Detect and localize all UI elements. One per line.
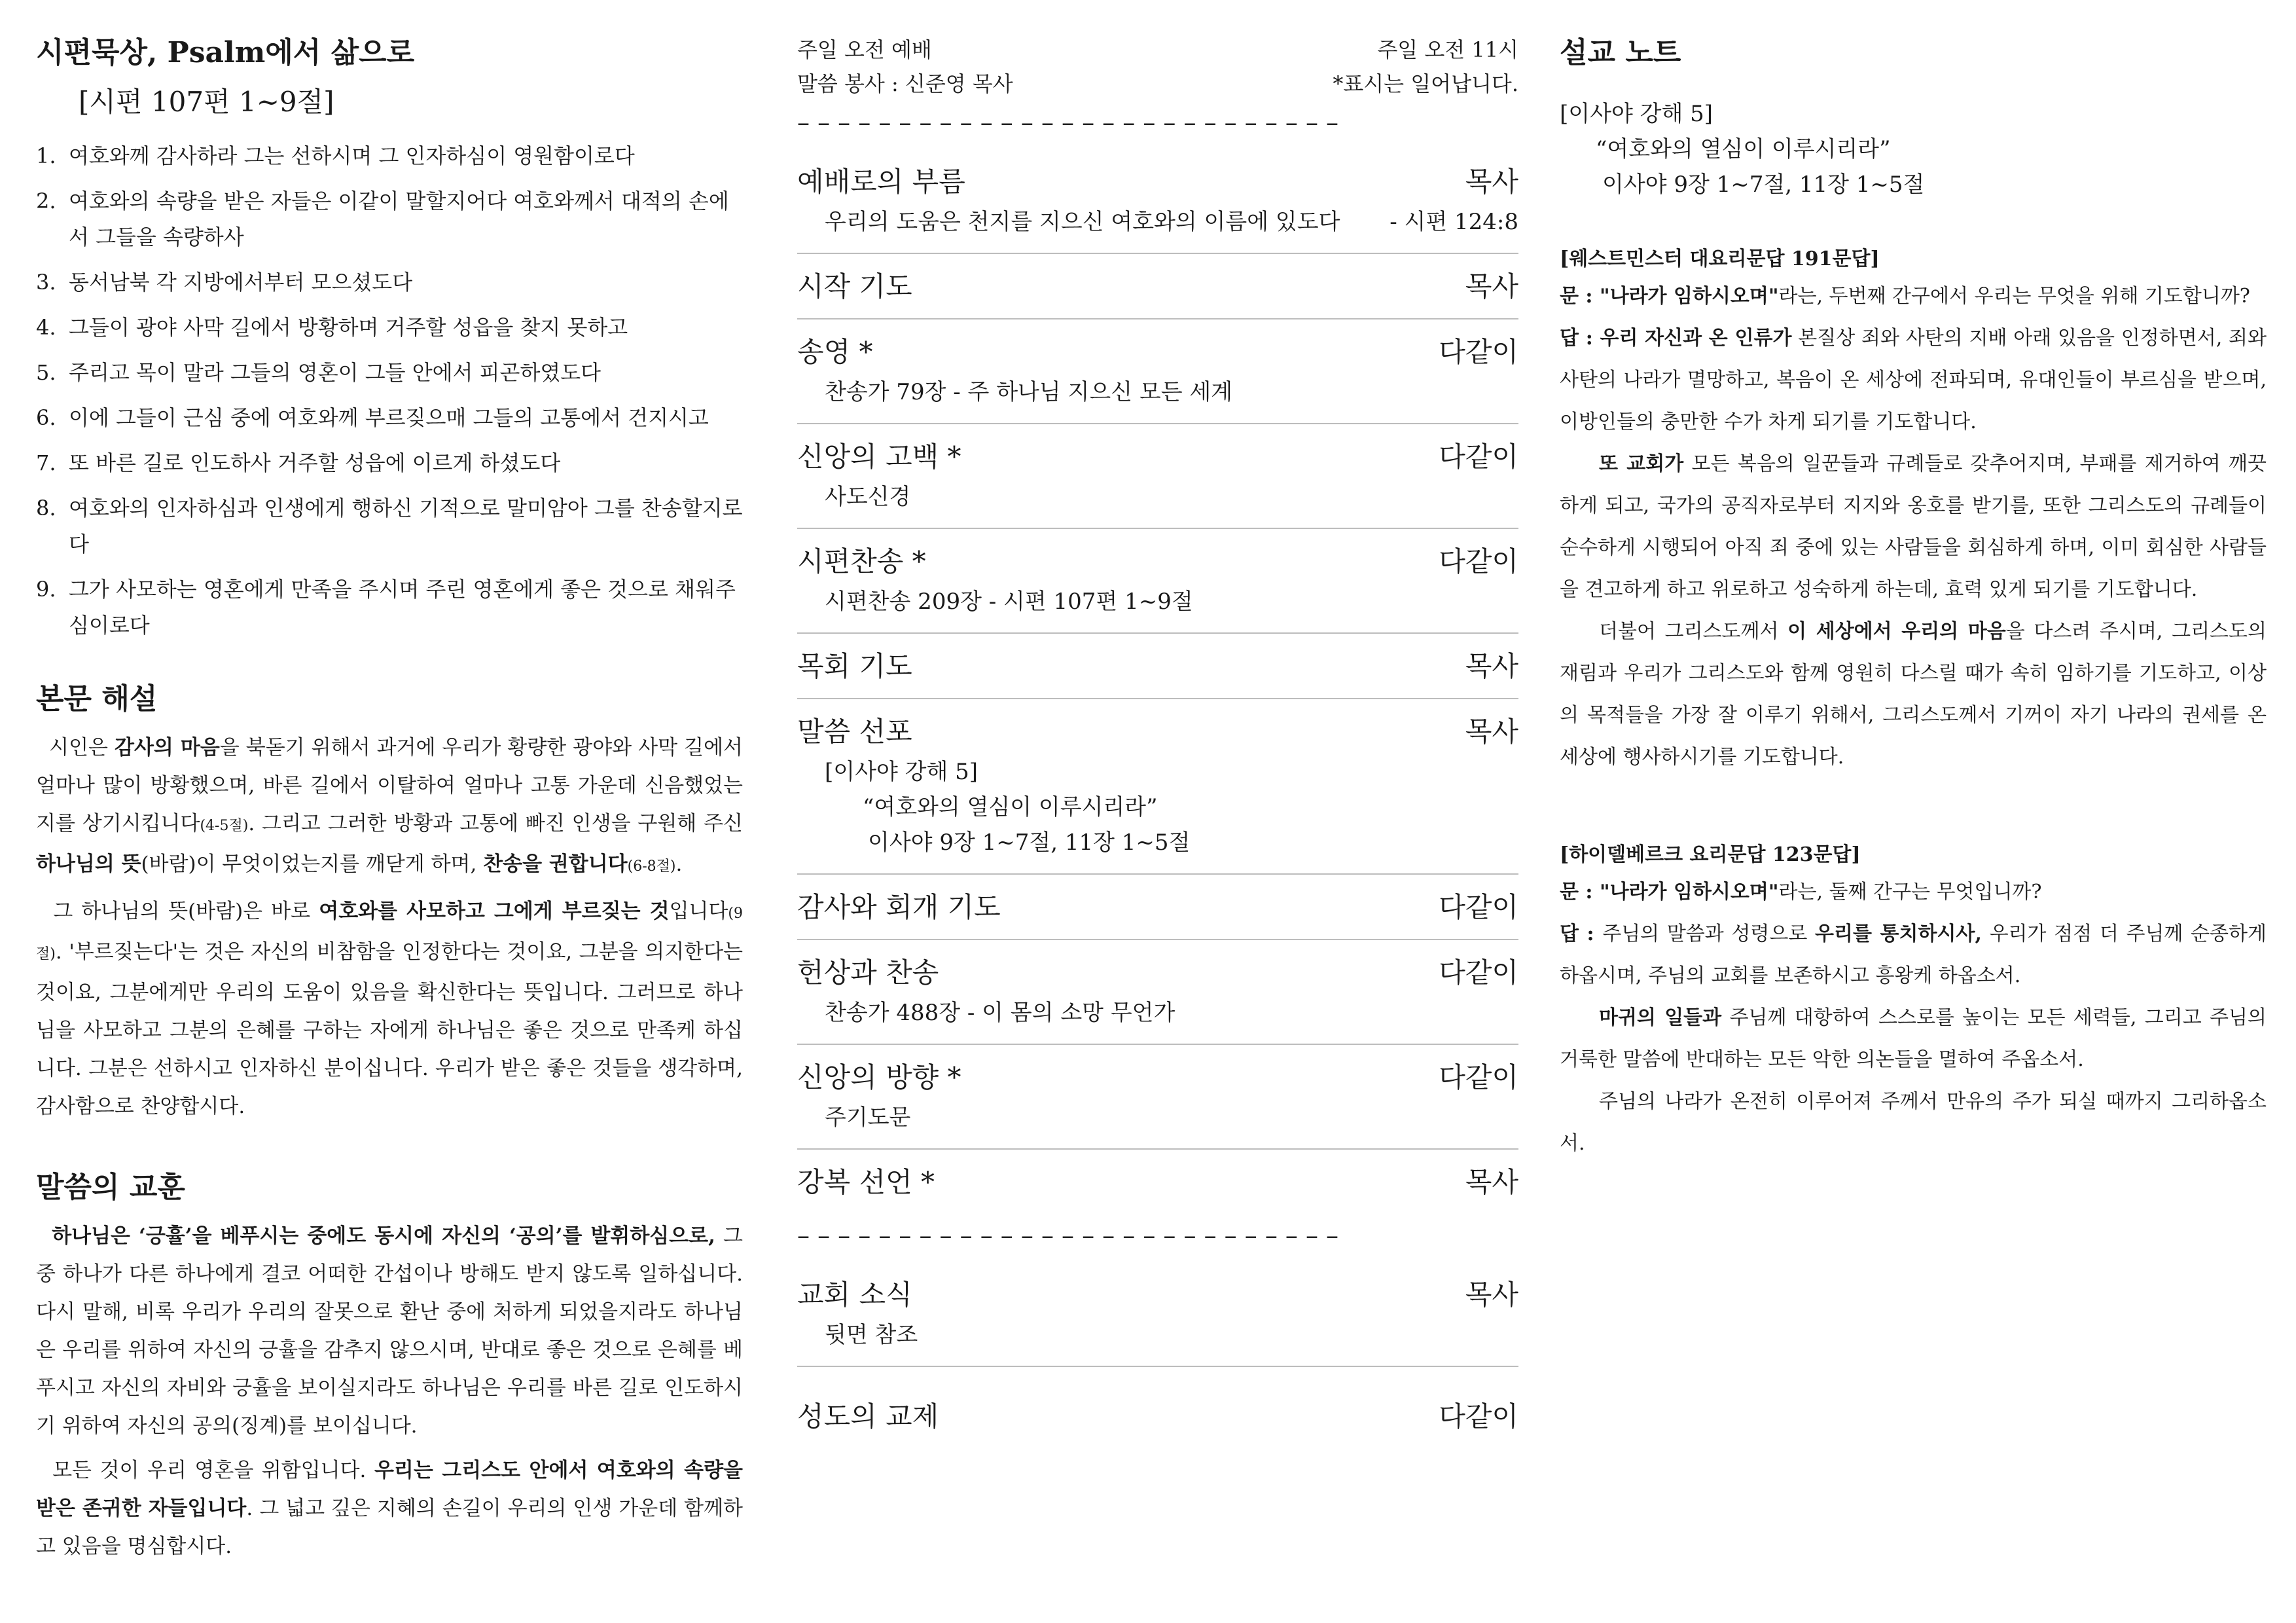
order-item-fellowship: 성도의 교제 다같이: [797, 1400, 1518, 1432]
sermon-reference: [이사야 강해 5] “여호와의 열심이 이루시리라” 이사야 9장 1~7절, 11장 1~5절: [1560, 101, 1925, 198]
order-item-lords-prayer: 신앙의 방향 * 다같이 주기도문: [797, 1045, 1518, 1150]
preacher: 말씀 봉사 : 신준영 목사: [797, 71, 1013, 96]
exposition-paragraph-2: 그 하나님의 뜻(바람)은 바로 여호와를 사모하고 그에게 부르짖는 것입니다(9절). '부르짖는다'는 것은 자신의 비참함을 인정한다는 것이요, 그분을 의지한다는 것이요, 그분에게만 우리의 도움이 있음을 확신한다는 뜻입니다. 그러므로 하나님을 사모하고 그분의 은혜를 구하는 자에게 하나님은 좋은 것으로 만족케 하십니다. 그분은 선하시고 인자하신 분이십니다. 우리가 받은 좋은 것들을 생각하며, 감사함으로 찬양합시다.: [36, 900, 743, 1118]
order-item-psalm-hymn: 시편찬송 * 다같이 시편찬송 209장 - 시편 107편 1~9절: [797, 529, 1518, 634]
westminster-answer-paragraph-3: 더불어 그리스도께서 이 세상에서 우리의 마음을 다스려 주시며, 그리스도의 재림과 우리가 그리스도와 함께 영원히 다스릴 때가 속히 임하기를 기도하고, 이상의 목적들을 가장 잘 이루기 위해서, 그리스도께서 기꺼이 자기 나라의 권세를 온 세상에 행사하시기를 기도합니다.: [1560, 620, 2267, 769]
heidelberg-answer-paragraph-2: 마귀의 일들과 주님께 대항하여 스스로를 높이는 모든 세력들, 그리고 주님의 거룩한 말씀에 반대하는 모든 악한 의논들을 멸하여 주옵소서.: [1560, 1006, 2267, 1071]
dashed-divider: – – – – – – – – – – – – – – – – – – – – – – – – – – –: [797, 108, 1339, 137]
service-time: 주일 오전 11시: [1377, 37, 1518, 62]
westminster-catechism-heading: [웨스트민스터 대요리문답 191문답]: [1560, 247, 1880, 270]
psalm-verse: 4. 그들이 광야 사막 길에서 방황하며 거주할 성읍을 찾지 못하고: [36, 315, 628, 340]
service-header-row-1: [797, 33, 1518, 67]
order-item-pastoral-prayer: 목회 기도 목사: [797, 634, 1518, 699]
order-item-doxology: 송영 * 다같이 찬송가 79장 - 주 하나님 지으신 모든 세계: [797, 319, 1518, 424]
psalm-verse: 9. 그가 사모하는 영혼에게 만족을 주시며 주린 영혼에게 좋은 것으로 채워주심이로다: [36, 577, 736, 638]
heidelberg-answer: 답 : 주님의 말씀과 성령으로 우리를 통치하시사, 우리가 점점 더 주님께 순종하게 하옵시며, 주님의 교회를 보존하시고 흥왕케 하옵소서.: [1560, 922, 2267, 987]
lesson-paragraph-2: 모든 것이 우리 영혼을 위함입니다. 우리는 그리스도 안에서 여호와의 속량을 받은 존귀한 자들입니다. 그 넓고 깊은 지혜의 손길이 우리의 인생 가운데 함께하고 있음을 명심합시다.: [36, 1459, 743, 1558]
standing-note: *표시는 일어납니다.: [1333, 71, 1518, 96]
sermon-notes-column: [1560, 29, 2267, 1165]
dashed-divider: – – – – – – – – – – – – – – – – – – – – – – – – – – –: [797, 1221, 1339, 1250]
lesson-heading: 말씀의 교훈: [36, 1171, 185, 1204]
heidelberg-catechism-heading: [하이델베르크 요리문답 123문답]: [1560, 843, 1861, 866]
psalm-verse: 8. 여호와의 인자하심과 인생에게 행하신 기적으로 말미암아 그를 찬송할지로다: [36, 496, 743, 556]
heidelberg-question: 문 : "나라가 임하시오며"라는, 둘째 간구는 무엇입니까?: [1560, 881, 2042, 903]
psalm-verse: 6. 이에 그들이 근심 중에 여호와께 부르짖으매 그들의 고통에서 건지시고: [36, 405, 709, 430]
westminster-answer-paragraph-2: 또 교회가 모든 복음의 일꾼들과 규례들로 갖추어지며, 부패를 제거하여 깨끗하게 되고, 국가의 공직자로부터 지지와 옹호를 받기를, 또한 그리스도의 규례들이 순수하게 시행되어 아직 죄 중에 있는 사람들을 회심하게 하며, 이미 회심한 사람들을 견고하게 하고 위로하고 성숙하게 하는데, 효력 있게 되기를 기도합니다.: [1560, 452, 2267, 601]
exposition-paragraph-1: 시인은 감사의 마음을 북돋기 위해서 과거에 우리가 황량한 광야와 사막 길에서 얼마나 많이 방황했으며, 바른 길에서 이탈하여 얼마나 고통 가운데 신음했었는지를 상기시킵니다(4-5절). 그리고 그러한 방황과 고통에 빠진 인생을 구원해 주신 하나님의 뜻(바람)이 무엇이었는지를 깨닫게 하며, 찬송을 권합니다(6-8절).: [36, 736, 744, 876]
order-item-offering-hymn: 헌상과 찬송 다같이 찬송가 488장 - 이 몸의 소망 무언가: [797, 940, 1518, 1045]
psalm-verse: 5. 주리고 목이 말라 그들의 영혼이 그들 안에서 피곤하였도다: [36, 360, 601, 385]
order-item-call-to-worship: 예배로의 부름 목사 우리의 도움은 천지를 지으신 여호와의 이름에 있도다 - 시편 124:8: [797, 149, 1518, 254]
order-item-benediction: 강복 선언 * 목사: [797, 1166, 1518, 1198]
meditation-passage: [시편 107편 1~9절]: [79, 86, 334, 118]
westminster-question: 문 : "나라가 임하시오며"라는, 두번째 간구에서 우리는 무엇을 위해 기도합니까?: [1560, 285, 2250, 308]
sermon-notes-title: 설교 노트: [1560, 36, 1681, 69]
westminster-answer: 답 : 우리 자신과 온 인류가 본질상 죄와 사탄의 지배 아래 있음을 인정하면서, 죄와 사탄의 나라가 멸망하고, 복음이 온 세상에 전파되며, 유대인들이 부르심을 받으며, 이방인들의 충만한 수가 차게 되기를 기도합니다.: [1560, 327, 2267, 433]
psalm-verse: 1. 여호와께 감사하라 그는 선하시며 그 인자하심이 영원함이로다: [36, 143, 635, 168]
psalm-verse: 2. 여호와의 속량을 받은 자들은 이같이 말할지어다 여호와께서 대적의 손에서 그들을 속량하사: [36, 189, 729, 249]
order-item-church-news: 교회 소식 목사 뒷면 참조: [797, 1262, 1518, 1367]
lesson-paragraph-1: 하나님은 ‘긍휼’을 베푸시는 중에도 동시에 자신의 ‘공의’를 발휘하심으로, 그중 하나가 다른 하나에게 결코 어떠한 간섭이나 방해도 받지 않도록 일하십니다. 다시 말해, 비록 우리가 우리의 잘못으로 환난 중에 처하게 되었을지라도 하나님은 우리를 위하여 자신의 긍휼을 감추지 않으시며, 반대로 좋은 것으로 은혜를 베푸시고 자신의 자비와 긍휼을 보이실지라도 하나님은 우리를 바른 길로 인도하시기 위하여 자신의 공의(징계)를 보이십니다.: [36, 1224, 743, 1438]
psalm-verse: 7. 또 바른 길로 인도하사 거주할 성읍에 이르게 하셨도다: [36, 450, 561, 475]
meditation-column: [36, 29, 743, 1565]
psalm-verse: 3. 동서남북 각 지방에서부터 모으셨도다: [36, 270, 413, 295]
service-header-row-2: [797, 67, 1518, 101]
meditation-title: 시편묵상, Psalm에서 삶으로: [36, 36, 415, 69]
order-item-sermon: 말씀 선포 목사 [이사야 강해 5] “여호와의 열심이 이루시리라” 이사야 9장 1~7절, 11장 1~5절: [797, 699, 1518, 875]
psalm-verse-list: [36, 138, 743, 644]
service-name: 주일 오전 예배: [797, 37, 932, 62]
heidelberg-answer-paragraph-3: 주님의 나라가 온전히 이루어져 주께서 만유의 주가 되실 때까지 그리하옵소서.: [1560, 1090, 2267, 1155]
exposition-heading: 본문 해설: [36, 682, 158, 716]
order-item-confession-of-faith: 신앙의 고백 * 다같이 사도신경: [797, 424, 1518, 529]
worship-order-column: [797, 33, 1518, 1448]
order-item-thanks-repentance-prayer: 감사와 회개 기도 다같이: [797, 875, 1518, 940]
order-item-opening-prayer: 시작 기도 목사: [797, 254, 1518, 319]
